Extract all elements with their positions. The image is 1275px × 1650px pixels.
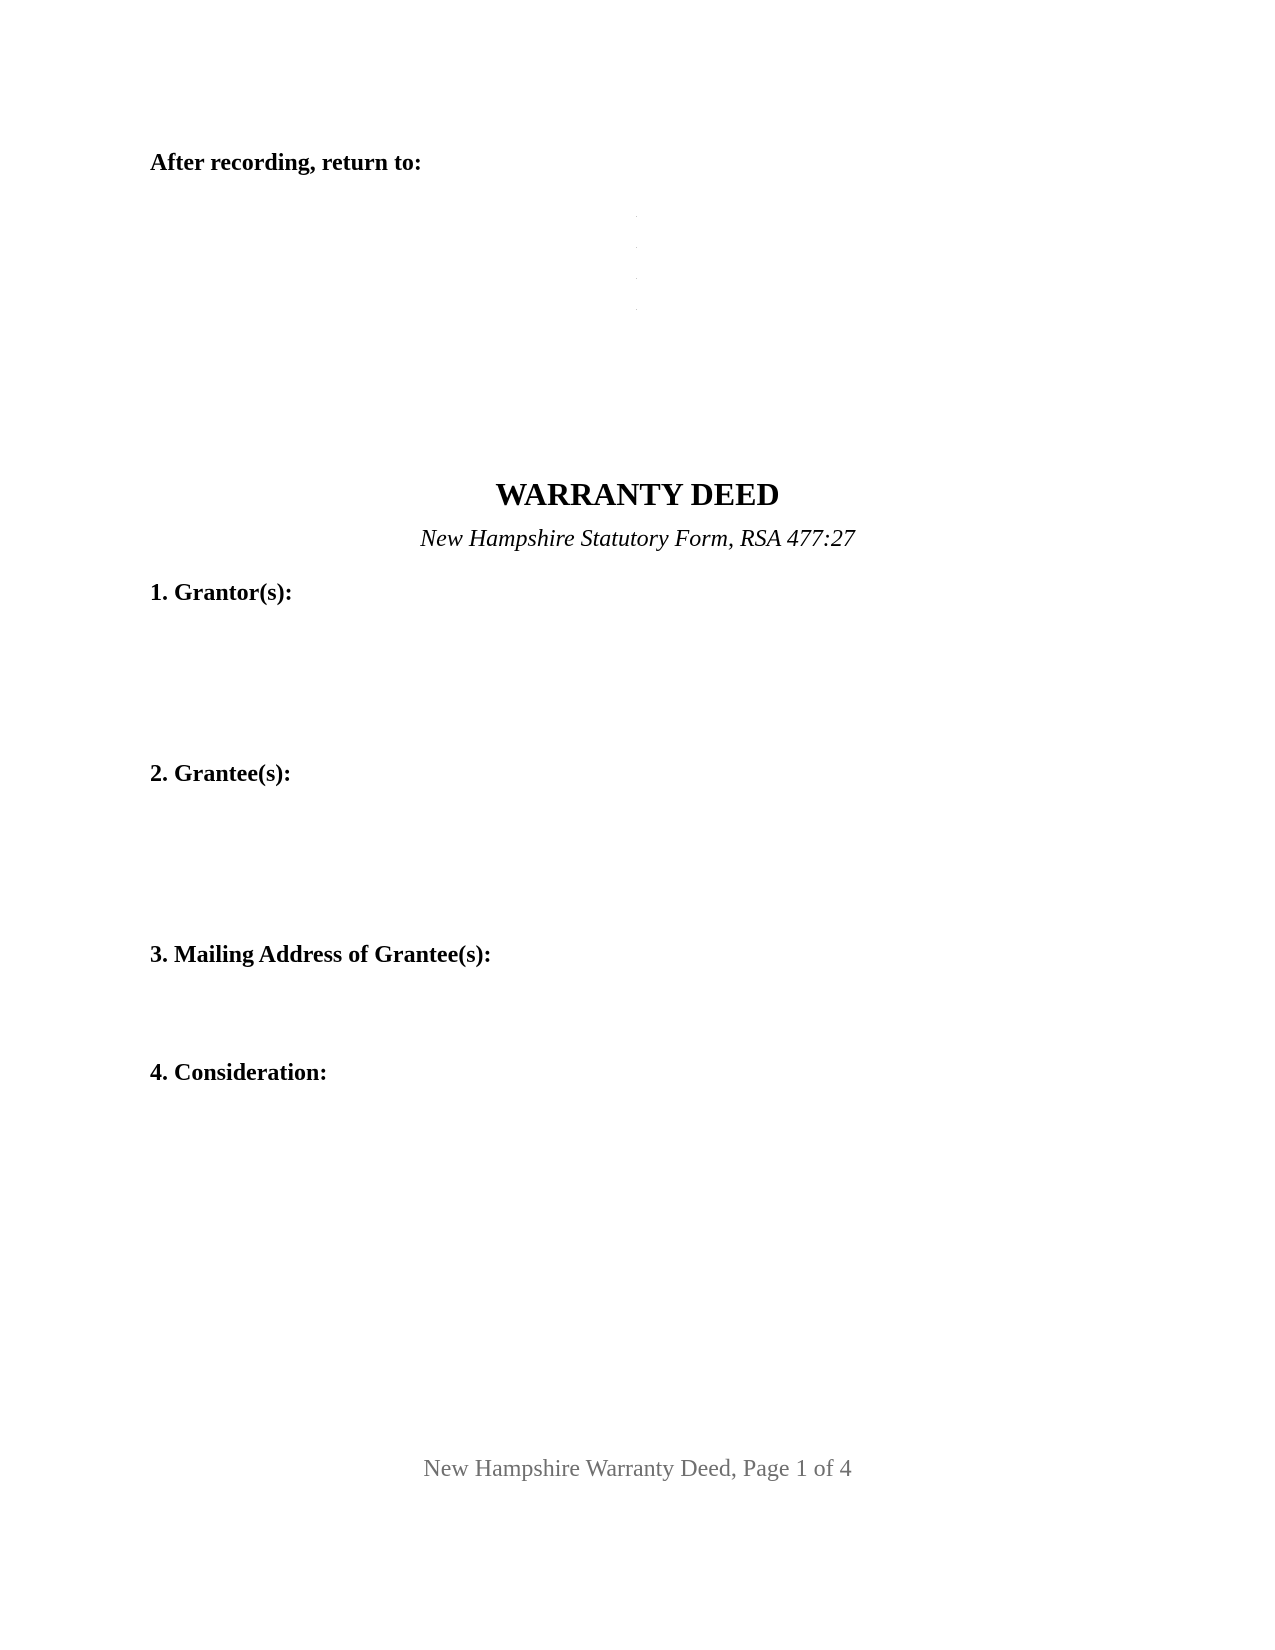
document-title: WARRANTY DEED [495, 476, 780, 512]
placeholder-dot [636, 278, 637, 279]
document-subtitle: New Hampshire Statutory Form, RSA 477:27 [420, 526, 855, 552]
section-grantee-label: 2. Grantee(s): [150, 761, 292, 787]
placeholder-dot [636, 216, 637, 217]
section-mailing-address-label: 3. Mailing Address of Grantee(s): [150, 942, 492, 968]
placeholder-dot [636, 309, 637, 310]
page-footer: New Hampshire Warranty Deed, Page 1 of 4 [423, 1456, 852, 1482]
placeholder-dot [636, 247, 637, 248]
section-grantor-label: 1. Grantor(s): [150, 580, 293, 606]
section-consideration-label: 4. Consideration: [150, 1060, 328, 1086]
return-address-label: After recording, return to: [150, 150, 422, 176]
return-address-placeholder [636, 216, 638, 340]
